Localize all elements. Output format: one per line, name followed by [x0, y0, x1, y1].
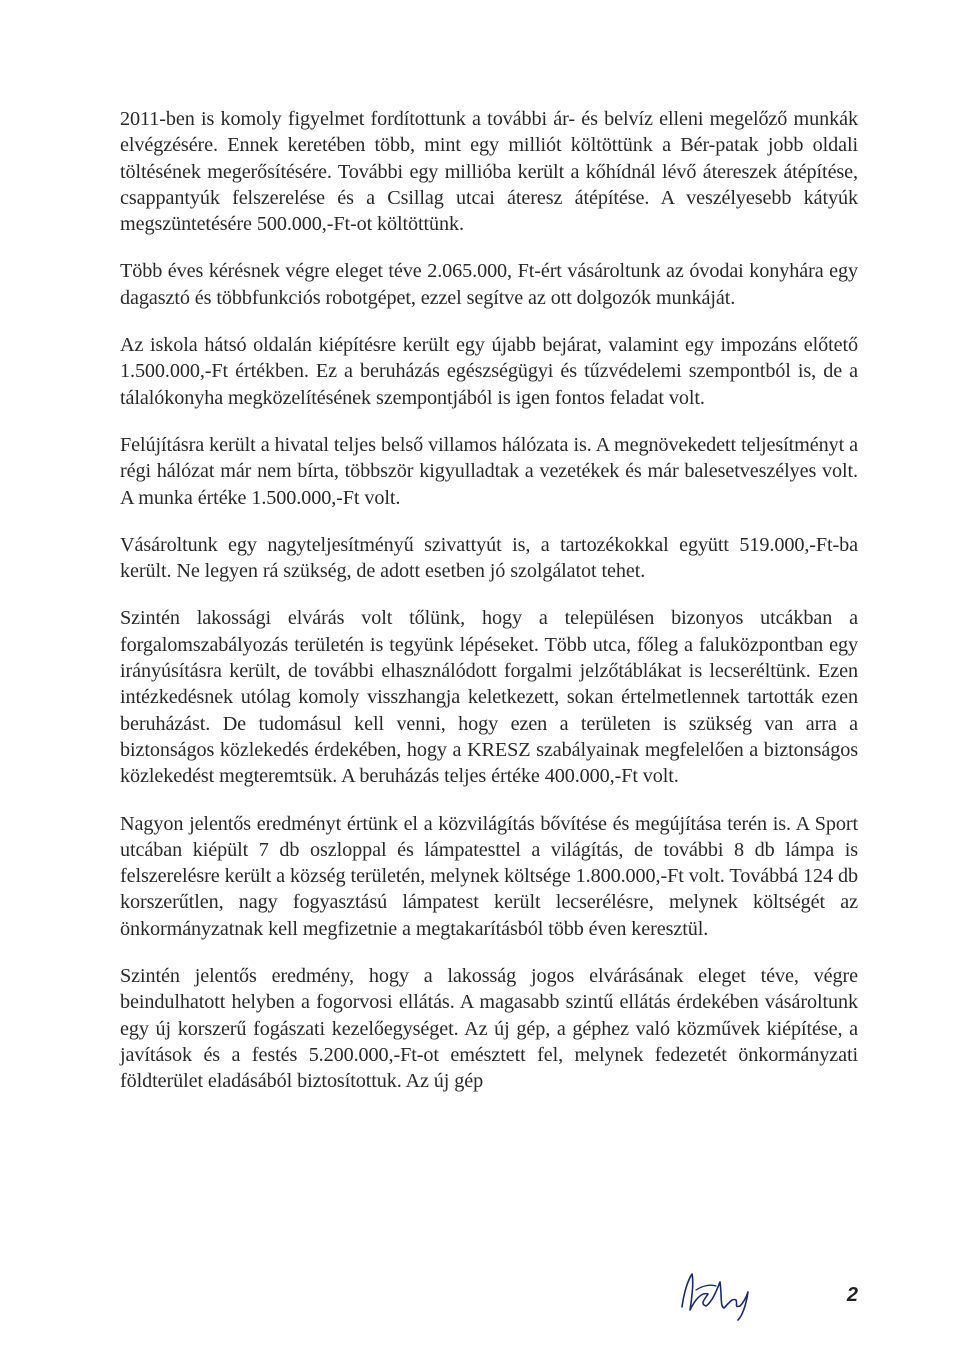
paragraph-school-entrance: Az iskola hátsó oldalán kiépítésre került egy újabb bejárat, valamint egy impozáns előtető 1.500.000,-Ft értékben. Ez a beruházás egészségügyi és tűzvédelemi szempontból is, de a tálalókonyha megközelítésének szempontjából is igen fontos feladat volt. [120, 334, 858, 409]
document-body [120, 106, 858, 1116]
page-footer [120, 1262, 858, 1332]
paragraph-electrical-network: Felújításra került a hivatal teljes belső villamos hálózata is. A megnövekedett teljesítményt a régi hálózat már nem bírta, többször kigyulladtak a vezetékek és már balesetveszélyes volt. A munka értéke 1.500.000,-Ft volt. [120, 433, 858, 509]
paragraph-street-lighting: Nagyon jelentős eredményt értünk el a közvilágítás bővítése és megújítása terén is. A Sport utcában kiépült 7 db oszloppal és lámpatesttel a világítás, de további 8 db lámpa is felszerelésre került a község területén, melynek költsége 1.800.000,-Ft volt. Továbbá 124 db korszerűtlen, nagy fogyasztású lámpatest került lecserélésre, melynek költségét az önkormányzatnak kell megfizetnie a megtakarításból több éven keresztül. [120, 812, 858, 940]
paragraph-pump-purchase: Vásároltunk egy nagyteljesítményű szivattyút is, a tartozékokkal együtt 519.000,-Ft-ba került. Ne legyen rá szükség, de adott esetben jó szolgálatot tehet. [120, 533, 858, 583]
signature-icon [672, 1262, 782, 1322]
paragraph-dental-care: Szintén jelentős eredmény, hogy a lakosság jogos elvárásának eleget téve, végre beindulhatott helyben a fogorvosi ellátás. A magasabb szintű ellátás érdekében vásároltunk egy új korszerű fogászati kezelőegységet. Az új gép, a géphez való közművek kiépítése, a javítások és a festés 5.200.000,-Ft-ot emésztett fel, melynek fedezetét önkormányzati földterület eladásából biztosítottuk. Az új gép [120, 965, 858, 1093]
paragraph-flood-prevention: 2011-ben is komoly figyelmet fordítottunk a további ár- és belvíz elleni megelőző munkák elvégzésére. Ennek keretében több, mint egy milliót költöttünk a Bér-patak jobb oldali töltésének megerősítésére. További egy millióba került a kőhídnál lévő átereszek átépítése, csappantyúk felszerelése és a Csillag utcai áteresz átépítése. A veszélyesebb kátyúk megszüntetésére 500.000,-Ft-ot költöttünk. [120, 108, 858, 236]
paragraph-kitchen-robot: Több éves kérésnek végre eleget téve 2.065.000, Ft-ért vásároltunk az óvodai konyhára egy dagasztó és többfunkciós robotgépet, ezzel segítve az ott dolgozók munkáját. [120, 260, 858, 309]
page-number: 2 [846, 1284, 858, 1306]
paragraph-traffic-regulation: Szintén lakossági elvárás volt tőlünk, hogy a településen bizonyos utcákban a forgalomszabályozás területén is tegyünk lépéseket. Több utca, főleg a faluközpontban egy irányúsításra került, de további elhasználódott forgalmi jelzőtáblákat is lecseréltünk. Ezen intézkedésnek utólag komoly visszhangja keletkezett, sokan értelmetlennek tartották ezen beruházást. De tudomásul kell venni, hogy ezen a területen is szükség van arra a biztonságos közlekedés érdekében, hogy a KRESZ szabályainak megfelelően a biztonságos közlekedést megteremtsük. A beruházás teljes értéke 400.000,-Ft volt. [120, 607, 858, 788]
